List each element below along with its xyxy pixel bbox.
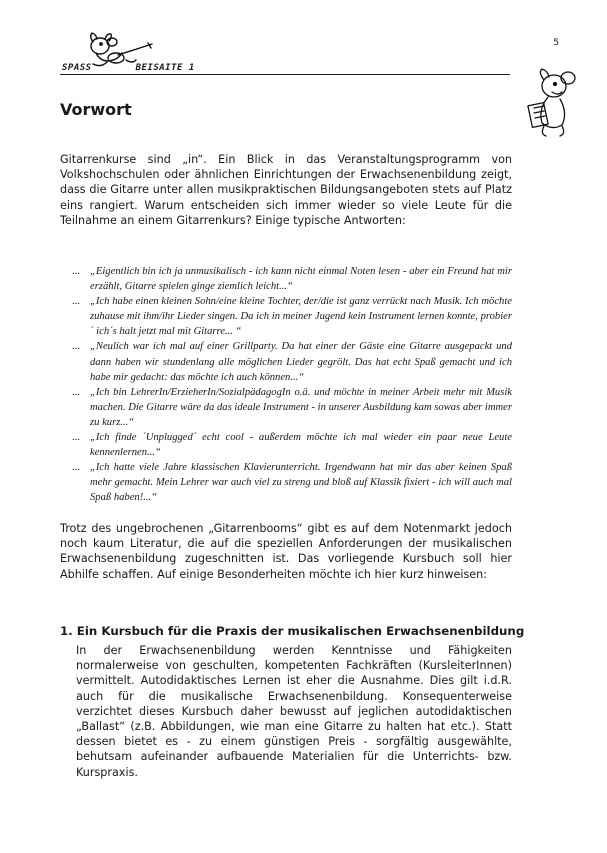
header-brand-right: BEISAITE 1 — [135, 63, 195, 73]
quote-item — [72, 385, 512, 430]
quote-item — [72, 264, 512, 294]
quote-text: „Ich bin LehrerIn/ErzieherIn/SozialpädagogIn o.ä. und möchte in meiner Arbeit mehr mit Musik machen. Die Gitarre wäre da das ideale Instrument - in unserer Ausbildung kam sowas aber immer zu kurz...“ — [90, 386, 512, 428]
quote-item — [72, 294, 512, 339]
page-title: Vorwort — [60, 100, 132, 119]
header-rule — [60, 74, 510, 75]
quote-bullet: ... — [72, 386, 80, 398]
header-brand-left: SPASS — [62, 63, 92, 73]
quote-text: „Eigentlich bin ich ja unmusikalisch - ich kann nicht einmal Noten lesen - aber ein Freund hat mir erzählt, Gitarre spielen ginge ziemlich leicht...“ — [90, 266, 512, 293]
quote-text: „Neulich war ich mal auf einer Grillparty. Da hat einer der Gäste eine Gitarre ausgepackt und dann haben wir stundenlang alle möglichen Lieder gegrölt. Das hat echt Spaß gemacht und ich habe mir gedacht: das möchte ich auch können...“ — [90, 341, 512, 383]
quote-bullet: ... — [72, 432, 80, 444]
header-brand — [62, 63, 195, 73]
section-body: In der Erwachsenenbildung werden Kenntnisse und Fähigkeiten normalerweise von geschulten, kompetenten Fachkräften (KursleiterInnen) vermittelt. Autodidaktisches Lernen ist eher die Ausnahme. Dies gilt i.d.R. auch für die musikalische Erwachsenenbildung. Konsequenterweise verzichtet dieses Kursbuch daher bewusst auf jeglichen autodidaktischen „Ballast“ (z.B. Abbildungen, wie man eine Gitarre zu halten hat etc.). Statt dessen bietet es - zu einem günstigen Preis - sorgfältig ausgewählte, behutsam aufeinander aufbauende Materialien für die Unterrichts- bzw. Kurspraxis. — [76, 644, 512, 779]
quote-bullet: ... — [72, 462, 80, 474]
mascot-illustration — [522, 68, 580, 138]
intro-paragraph: Gitarrenkurse sind „in“. Ein Blick in das Veranstaltungsprogramm von Volkshochschulen oder ähnlichen Einrichtungen der Erwachsenenbildung zeigt, dass die Gitarre unter allen musikpraktischen Bildungsangeboten stets auf Platz eins rangiert. Warum entscheiden sich immer wieder so viele Leute für die Teilnahme an einem Gitarrenkurs? Einige typische Antworten: — [60, 153, 512, 227]
section-heading: 1. Ein Kursbuch für die Praxis der musikalischen Erwachsenenbildung — [60, 624, 525, 638]
quote-bullet: ... — [72, 266, 80, 277]
quote-bullet: ... — [72, 296, 80, 308]
closing-paragraph: Trotz des ungebrochenen „Gitarrenbooms“ gibt es auf dem Notenmarkt jedoch noch kaum Literatur, die auf die speziellen Anforderungen der musikalischen Erwachsenenbildung zugeschnitten ist. Das vorliegende Kursbuch soll hier Abhilfe schaffen. Auf einige Besonderheiten möchte ich hier kurz hinweisen: — [60, 522, 512, 581]
quote-item — [72, 339, 512, 384]
quote-item — [72, 460, 512, 505]
quote-text: „Ich finde ´Unplugged´ echt cool - außerdem möchte ich mal wieder ein paar neue Leute kennenlernen...“ — [90, 432, 512, 459]
quote-list — [72, 264, 512, 506]
quote-text: „Ich habe einen kleinen Sohn/eine kleine Tochter, der/die ist ganz verrückt nach Musik. Ich möchte zuhause mit ihm/ihr Lieder singen. Da ich in meiner Jugend kein Instrument lernen konnte, probier´ ich´s halt jetzt mal mit Gitarre... “ — [90, 296, 512, 338]
quote-bullet: ... — [72, 341, 80, 353]
quote-text: „Ich hatte viele Jahre klassischen Klavierunterricht. Irgendwann hat mir das aber keinen Spaß mehr gemacht. Mein Lehrer war auch viel zu streng und bloß auf Klassik fixiert - ich will auch mal Spaß haben!...“ — [90, 462, 512, 504]
quote-item — [72, 430, 512, 460]
page-number: 5 — [553, 38, 559, 48]
